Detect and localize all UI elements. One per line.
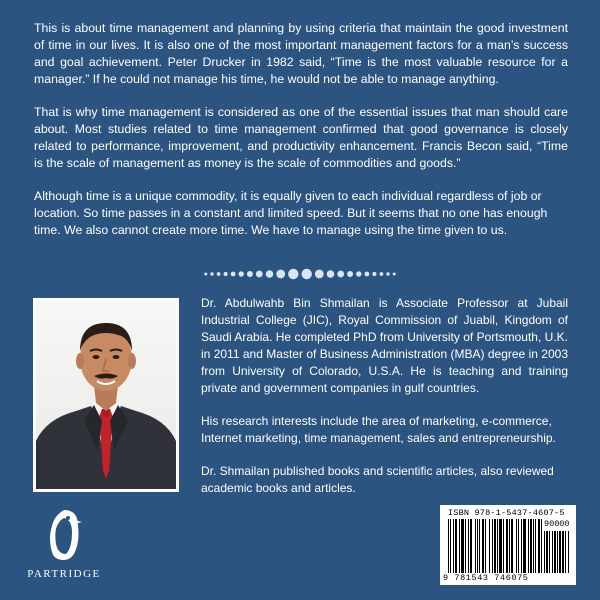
barcode-bar [499, 519, 502, 573]
divider-dot [356, 271, 361, 276]
divider-dot [393, 273, 396, 276]
barcode-bar [552, 531, 553, 573]
barcode-bar [461, 519, 464, 573]
barcode-bar [509, 519, 510, 573]
barcode-bar [448, 519, 449, 573]
dot-divider [180, 266, 420, 282]
isbn-text: ISBN 978-1-5437-4607-5 [448, 508, 565, 518]
blurb-paragraph-2: That is why time management is considered as one of the essential issues that man should care about. Most studies related to time management confirmed that good governance is closely related to performance, improvement, and productivity enhancement. Francis Becon said, “Time is the scale of management as money is the scale of commodities and goods.” [34, 105, 568, 170]
addon-barcode-bars [544, 531, 570, 573]
divider-dot [288, 269, 298, 279]
penguin-logo-icon [44, 508, 84, 562]
barcode-bar [489, 519, 490, 573]
divider-dot [337, 271, 344, 278]
bio-paragraph-1: Dr. Abdulwahb Bin Shmailan is Associate Professor at Jubail Industrial College (JIC), Royal Commission of Juabil, Kingdom of Saudi Arabia. He completed PhD from University of Portsmouth, U.K. in 2011 and Master of Business Administration (MBA) degree in 2003 from University of Colorado, U.S.A. He is teaching and training private and government companies in gulf countries. [201, 296, 568, 395]
divider-dot [380, 272, 384, 276]
barcode-bar [450, 519, 451, 573]
barcode-bar [554, 531, 556, 573]
barcode-bar [538, 519, 540, 573]
barcode-bar [459, 519, 460, 573]
bio-paragraph-3: Dr. Shmailan published books and scientific articles, also reviewed academic books and articles. [201, 464, 554, 495]
barcode-bar [511, 519, 513, 573]
barcode-bar [475, 519, 476, 573]
divider-dot [386, 272, 389, 275]
barcode-bar [565, 531, 566, 573]
barcode-bar [544, 531, 545, 573]
barcode-bar [506, 519, 508, 573]
divider-dot [266, 270, 274, 278]
barcode-bar [568, 531, 569, 573]
blurb-paragraph-3: Although time is a unique commodity, it is equally given to each individual regardless of job or location. So time passes in a constant and limited speed. But it seems that no one has enough time. We also cannot create more time. We have to manage using the time given to us. [34, 189, 548, 237]
divider-dot [231, 272, 236, 277]
ean-digits: 9 781543 746075 [443, 573, 529, 583]
author-portrait-image [36, 301, 176, 489]
divider-dot [365, 272, 370, 277]
ean-barcode-bars [448, 519, 542, 573]
divider-dot [302, 269, 312, 279]
barcode-bar [477, 519, 478, 573]
barcode-bar [546, 531, 548, 573]
barcode-bar [523, 519, 526, 573]
back-cover-blurb [34, 20, 568, 255]
publisher-logo [20, 508, 108, 588]
barcode-bar [533, 519, 534, 573]
divider-dot [239, 271, 244, 276]
barcode-bar [453, 519, 454, 573]
barcode-bar [492, 519, 493, 573]
barcode-bar [470, 519, 472, 573]
divider-dot [217, 272, 221, 276]
barcode-bar [559, 531, 561, 573]
publisher-name: PARTRIDGE [27, 568, 101, 580]
barcode-bar [562, 531, 564, 573]
barcode-bar [528, 519, 529, 573]
barcode-bar [494, 519, 496, 573]
divider-dot [204, 273, 207, 276]
barcode-bar [497, 519, 498, 573]
barcode-bar [557, 531, 558, 573]
barcode-bar [485, 519, 486, 573]
divider-dot [210, 272, 213, 275]
divider-dot [327, 270, 335, 278]
blurb-paragraph-1: This is about time management and planning by using criteria that maintain the good investment of time in our lives. It is also one of the most important management factors for a man’s success and goal achievement. Peter Drucker in 1982 said, “Time is the most valuable resource for a manager.” If he could not manage his time, he would not be able to manage anything. [34, 21, 568, 86]
divider-dot [256, 271, 263, 278]
barcode-bar [535, 519, 536, 573]
barcode-bar [468, 519, 469, 573]
divider-dot [315, 270, 324, 279]
bio-paragraph-2: His research interests include the area of marketing, e-commerce, Internet marketing, time management, sales and entrepreneurship. [201, 414, 556, 445]
barcode-bar [530, 519, 532, 573]
barcode-bar [541, 519, 542, 573]
divider-dot [372, 272, 376, 276]
barcode-bar [516, 519, 517, 573]
divider-dot [224, 272, 228, 276]
divider-dot [247, 271, 253, 277]
divider-dot [276, 270, 285, 279]
divider-dot [347, 271, 353, 277]
author-photo [33, 298, 179, 492]
barcode-bar [479, 519, 480, 573]
barcode-bar [549, 531, 550, 573]
barcode-bar [482, 519, 484, 573]
barcode-bar [503, 519, 504, 573]
barcode-bar [518, 519, 519, 573]
isbn-barcode [440, 505, 576, 585]
author-bio [201, 295, 568, 513]
barcode-bar [455, 519, 457, 573]
addon-digits: 90000 [544, 519, 570, 529]
barcode-bar [521, 519, 522, 573]
barcode-bar [465, 519, 466, 573]
